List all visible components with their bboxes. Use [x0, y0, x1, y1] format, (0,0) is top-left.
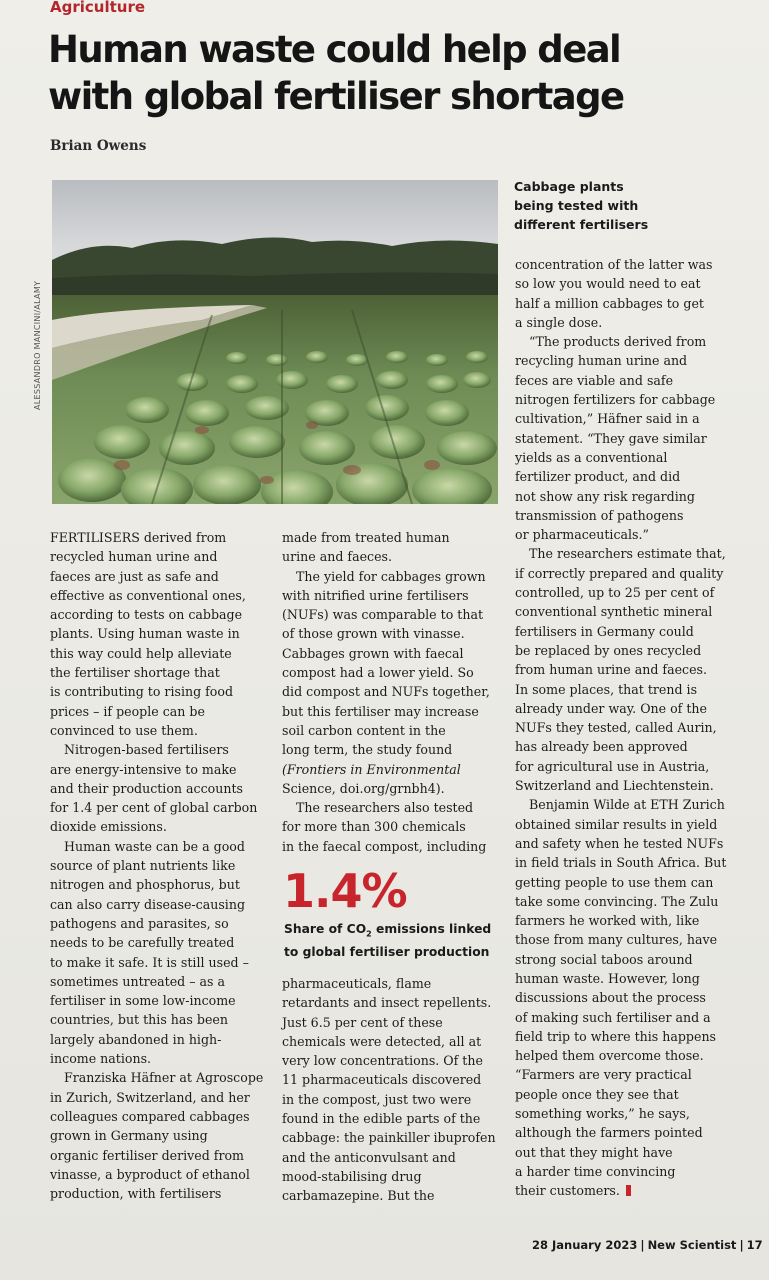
- body-line: feces are viable and safe: [515, 372, 674, 388]
- body-line: field trip to where this happens: [515, 1028, 717, 1044]
- body-line: pathogens and parasites, so: [50, 915, 229, 931]
- body-line: already under way. One of the: [515, 700, 707, 716]
- body-line: The researchers estimate that,: [529, 546, 726, 562]
- body-line: the fertiliser shortage that: [50, 665, 220, 681]
- body-line: although the farmers pointed: [515, 1125, 703, 1141]
- cabbage-field-photo: [52, 180, 498, 504]
- body-line: found in the edible parts of the: [282, 1111, 481, 1127]
- body-line: dioxide emissions.: [50, 819, 167, 835]
- body-line: production, with fertilisers: [50, 1186, 222, 1202]
- body-line: half a million cabbages to get: [515, 295, 704, 311]
- body-line: obtained similar results in yield: [515, 816, 718, 832]
- headline-line-2: with global fertiliser shortage: [48, 75, 624, 118]
- footer-page-number: 17: [746, 1238, 763, 1252]
- body-line: cultivation,” Häfner said in a: [515, 411, 700, 427]
- body-line: in the compost, just two were: [282, 1091, 472, 1107]
- pull-stat-caption-text: Share of CO: [284, 922, 367, 936]
- body-line: colleagues compared cabbages: [50, 1108, 250, 1124]
- body-line: can also carry disease-causing: [50, 896, 246, 912]
- pull-stat-caption: [284, 920, 504, 962]
- body-line: long term, the study found: [282, 742, 453, 758]
- body-line: this way could help alleviate: [50, 645, 232, 661]
- body-line: vinasse, a byproduct of ethanol: [50, 1166, 250, 1182]
- body-line: The yield for cabbages grown: [296, 568, 486, 584]
- body-line: if correctly prepared and quality: [515, 565, 724, 581]
- body-line: fertilisers in Germany could: [515, 623, 694, 639]
- body-line: Cabbages grown with faecal: [282, 645, 464, 661]
- body-line: pharmaceuticals, flame: [282, 976, 432, 991]
- body-line: those from many cultures, have: [515, 932, 718, 948]
- body-line: faeces are just as safe and: [50, 568, 219, 584]
- caption-line: Cabbage plants: [514, 179, 624, 194]
- body-line: did compost and NUFs together,: [282, 684, 490, 700]
- body-line: Science, doi.org/grnbh4).: [282, 780, 445, 796]
- body-line: nitrogen fertilizers for cabbage: [515, 392, 716, 408]
- body-line: human waste. However, long: [515, 970, 700, 986]
- body-column-3: [515, 255, 745, 1201]
- body-line: transmission of pathogens: [515, 507, 684, 523]
- body-line: conventional synthetic mineral: [515, 604, 713, 620]
- body-line: nitrogen and phosphorus, but: [50, 877, 240, 893]
- body-column-2: [282, 528, 508, 856]
- footer-magazine: New Scientist: [647, 1238, 737, 1252]
- body-line: for 1.4 per cent of global carbon: [50, 800, 258, 816]
- body-line: soil carbon content in the: [282, 722, 446, 738]
- body-line: recycled human urine and: [50, 549, 218, 565]
- body-line: organic fertiliser derived from: [50, 1147, 244, 1163]
- body-line: Nitrogen-based fertilisers: [64, 742, 229, 758]
- body-line: with nitrified urine fertilisers: [282, 587, 469, 603]
- body-line: or pharmaceuticals.”: [515, 527, 649, 543]
- body-line: from human urine and faeces.: [515, 662, 707, 678]
- body-line: be replaced by ones recycled: [515, 642, 702, 658]
- body-line: to make it safe. It is still used –: [50, 954, 249, 970]
- pull-stat-caption-line2: to global fertiliser production: [284, 945, 490, 960]
- section-label: Agriculture: [50, 0, 146, 16]
- body-line: statement. “They gave similar: [515, 430, 707, 446]
- body-line: Human waste can be a good: [64, 838, 245, 854]
- body-line: for agricultural use in Austria,: [515, 758, 710, 774]
- end-of-article-mark: [626, 1185, 631, 1196]
- body-line: are energy-intensive to make: [50, 761, 237, 777]
- body-line: (Frontiers in Environmental: [282, 761, 461, 777]
- body-line: and their production accounts: [50, 780, 243, 796]
- body-line: very low concentrations. Of the: [282, 1053, 483, 1069]
- photo-caption: [514, 177, 714, 234]
- body-line-final-text: their customers.: [515, 1183, 620, 1199]
- body-line: sometimes untreated – as a: [50, 973, 226, 989]
- page-footer: [532, 1238, 763, 1252]
- body-line: chemicals were detected, all at: [282, 1033, 482, 1049]
- body-line: so low you would need to eat: [515, 276, 701, 292]
- body-line: something works,” he says,: [515, 1106, 690, 1122]
- body-line: cabbage: the painkiller ibuprofen: [282, 1130, 496, 1146]
- body-line: has already been approved: [515, 739, 688, 755]
- photo-credit: ALESSANDRO MANCINI/ALAMY: [33, 280, 42, 410]
- byline: Brian Owens: [50, 138, 147, 154]
- body-line: farmers he worked with, like: [515, 913, 700, 929]
- body-line: effective as conventional ones,: [50, 587, 246, 603]
- body-column-2-continued: [282, 974, 508, 1206]
- body-line: getting people to use them can: [515, 874, 714, 890]
- headline: [48, 26, 738, 120]
- photo-illustration: [52, 180, 498, 504]
- body-line: Just 6.5 per cent of these: [282, 1014, 443, 1030]
- body-line: Benjamin Wilde at ETH Zurich: [529, 797, 725, 813]
- body-column-1: [50, 528, 272, 1203]
- body-line: of making such fertiliser and a: [515, 1009, 711, 1025]
- body-line: recycling human urine and: [515, 353, 688, 369]
- body-line: In some places, that trend is: [515, 681, 698, 697]
- body-line: (NUFs) was comparable to that: [282, 607, 484, 623]
- body-line: needs to be carefully treated: [50, 935, 235, 951]
- headline-line-1: Human waste could help deal: [48, 28, 621, 71]
- body-line: FERTILISERS derived from: [50, 530, 227, 545]
- body-line: prices – if people can be: [50, 703, 205, 719]
- body-line: not show any risk regarding: [515, 488, 695, 504]
- pull-stat-subscript: 2: [366, 929, 372, 939]
- body-line: fertiliser in some low-income: [50, 993, 236, 1009]
- body-line: carbamazepine. But the: [282, 1188, 435, 1204]
- caption-line: different fertilisers: [514, 217, 649, 232]
- body-line: urine and faeces.: [282, 549, 393, 565]
- body-line: Switzerland and Liechtenstein.: [515, 778, 714, 794]
- body-line: “The products derived from: [529, 334, 707, 350]
- body-line: a harder time convincing: [515, 1163, 676, 1179]
- body-line: The researchers also tested: [296, 800, 474, 816]
- body-line: 11 pharmaceuticals discovered: [282, 1072, 482, 1088]
- body-line: income nations.: [50, 1051, 152, 1067]
- body-line: discussions about the process: [515, 990, 706, 1006]
- body-line: people once they see that: [515, 1086, 679, 1102]
- body-line: Franziska Häfner at Agroscope: [64, 1070, 264, 1086]
- footer-separator: |: [640, 1238, 645, 1252]
- body-line: for more than 300 chemicals: [282, 819, 466, 835]
- body-line: NUFs they tested, called Aurin,: [515, 720, 717, 736]
- body-line: plants. Using human waste in: [50, 626, 240, 642]
- pull-stat-caption-text: emissions linked: [371, 922, 492, 936]
- body-line: of those grown with vinasse.: [282, 626, 465, 642]
- footer-separator: |: [739, 1238, 744, 1252]
- body-line: out that they might have: [515, 1144, 673, 1160]
- body-line: but this fertiliser may increase: [282, 703, 479, 719]
- body-line-final: [515, 1181, 745, 1200]
- body-line: according to tests on cabbage: [50, 607, 243, 623]
- body-line: “Farmers are very practical: [515, 1067, 692, 1083]
- caption-line: being tested with: [514, 198, 639, 213]
- footer-date: 28 January 2023: [532, 1238, 638, 1252]
- body-line: retardants and insect repellents.: [282, 995, 492, 1011]
- body-line: made from treated human: [282, 530, 450, 545]
- body-line: helped them overcome those.: [515, 1048, 704, 1064]
- body-line: source of plant nutrients like: [50, 858, 236, 874]
- body-line: and safety when he tested NUFs: [515, 835, 724, 851]
- body-line: in the faecal compost, including: [282, 838, 487, 854]
- body-line: yields as a conventional: [515, 449, 668, 465]
- body-line: grown in Germany using: [50, 1128, 208, 1144]
- body-line: convinced to use them.: [50, 722, 198, 738]
- body-line: in field trials in South Africa. But: [515, 855, 727, 871]
- body-line: and the anticonvulsant and: [282, 1149, 456, 1165]
- body-line: strong social taboos around: [515, 951, 693, 967]
- body-line: take some convincing. The Zulu: [515, 893, 719, 909]
- body-line: mood-stabilising drug: [282, 1168, 422, 1184]
- body-line: compost had a lower yield. So: [282, 665, 474, 681]
- body-line: fertilizer product, and did: [515, 469, 681, 485]
- body-line: controlled, up to 25 per cent of: [515, 585, 715, 601]
- body-line: largely abandoned in high-: [50, 1031, 222, 1047]
- body-line: concentration of the latter was: [515, 257, 713, 272]
- body-line: a single dose.: [515, 314, 603, 330]
- body-line: is contributing to rising food: [50, 684, 234, 700]
- body-line: countries, but this has been: [50, 1012, 228, 1028]
- pull-stat: 1.4%: [283, 864, 407, 918]
- body-line: in Zurich, Switzerland, and her: [50, 1089, 250, 1105]
